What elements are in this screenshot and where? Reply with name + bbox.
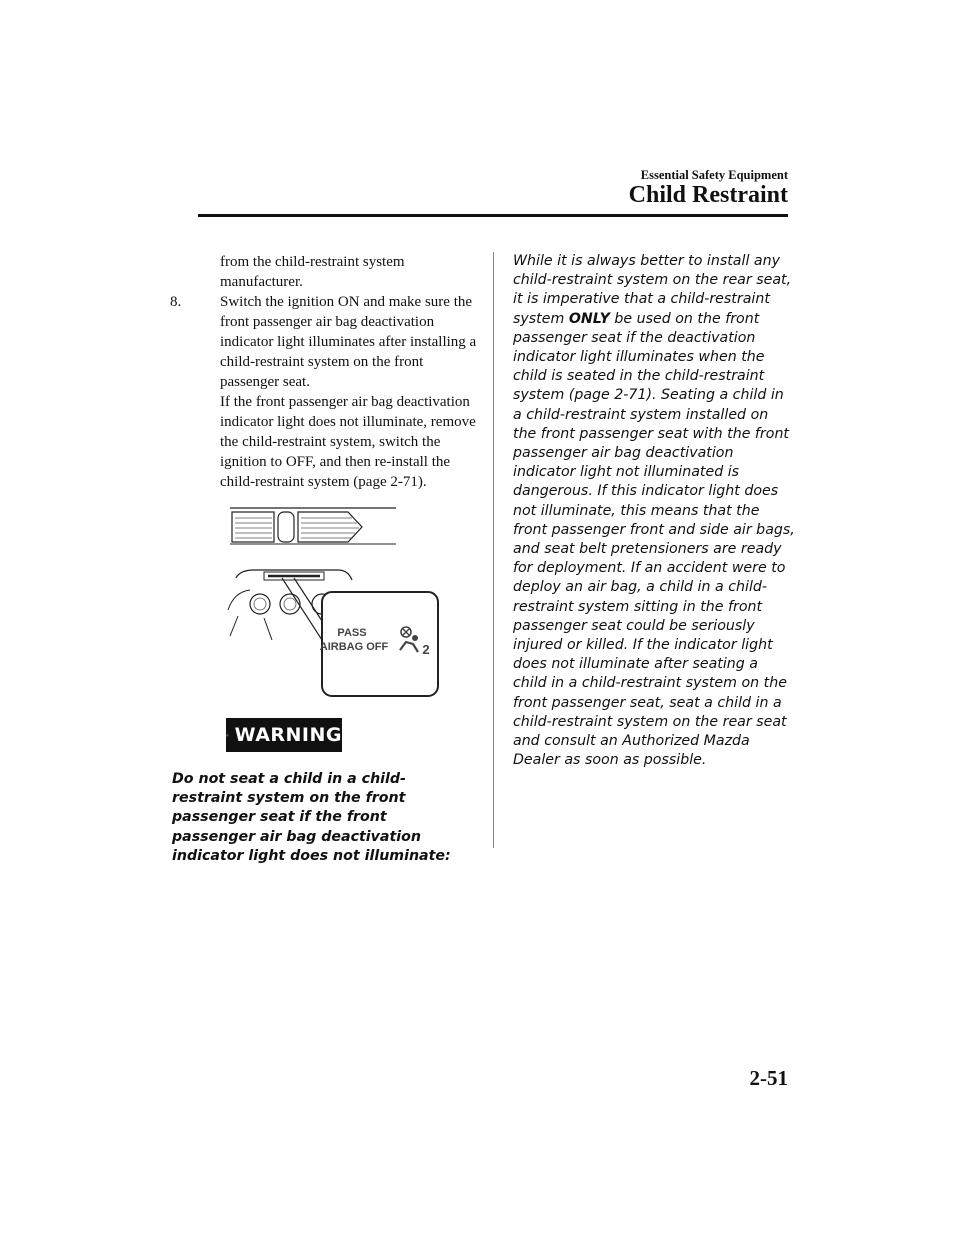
step-instruction: Switch the ignition ON and make sure the front passenger air bag deactivation indicator light illuminates after installing a child-restraint system on the front passenger seat. — [220, 294, 477, 390]
seat-number: 2 — [422, 642, 430, 657]
warning-badge — [226, 718, 342, 752]
warning-label: WARNING — [234, 724, 342, 746]
warning-body-part1: While it is always better to install any child-restraint system on the rear seat, it is imperative that a child-restraint system — [513, 253, 792, 327]
page-title: Child Restraint — [628, 182, 788, 208]
air-vent-right — [298, 512, 362, 542]
warning-text: Do not seat a child in a child-restraint system on the front passenger seat if the front passenger air bag deactivation indicator light does not illuminate: — [172, 771, 451, 864]
step-text — [220, 292, 480, 492]
step-8 — [170, 292, 480, 492]
left-column — [170, 252, 480, 492]
step-number: 8. — [170, 294, 182, 310]
pass-label: PASS — [337, 627, 367, 639]
dashboard-drawing — [220, 500, 442, 704]
step-followup: If the front passenger air bag deactivation indicator light does not illuminate, remove the child-restraint system, switch the ignition to OFF, and then re-install the child-restraint system (page 2-71). — [220, 394, 476, 490]
warning-triangle-icon — [226, 726, 229, 744]
airbag-off-label: AIRBAG OFF — [319, 641, 389, 653]
column-divider — [493, 252, 494, 848]
right-column — [513, 252, 795, 770]
section-label: Essential Safety Equipment — [640, 168, 788, 182]
indicator-illustration — [220, 500, 442, 704]
only-emphasis: ONLY — [568, 310, 610, 327]
header-rule — [198, 214, 788, 217]
page-number: 2-51 — [749, 1066, 788, 1090]
air-vent-left — [232, 512, 274, 542]
warning-body-part2: be used on the front passenger seat if the deactivation indicator light illuminates when the child is seated in the child-restraint system (page 2-71). Seating a child in a child-restraint system installed on the front passenger seat with the front passenger air bag deactivation indicator light not illuminated is dangerous. If this indicator light does not illuminate, this means that the front passenger front and side air bags, and seat belt pretensioners are ready for deployment. If an accident were to deploy an air bag, a child in a child-restraint system sitting in the front passenger seat could be seriously injured or killed. If the indicator light does not illuminate after seating a child in a child-restraint system on the front passenger seat, seat a child in a child-restraint system on the rear seat and consult an Authorized Mazda Dealer as soon as possible. — [513, 310, 795, 769]
continuation-text: from the child-restraint system manufacturer. — [220, 254, 405, 290]
